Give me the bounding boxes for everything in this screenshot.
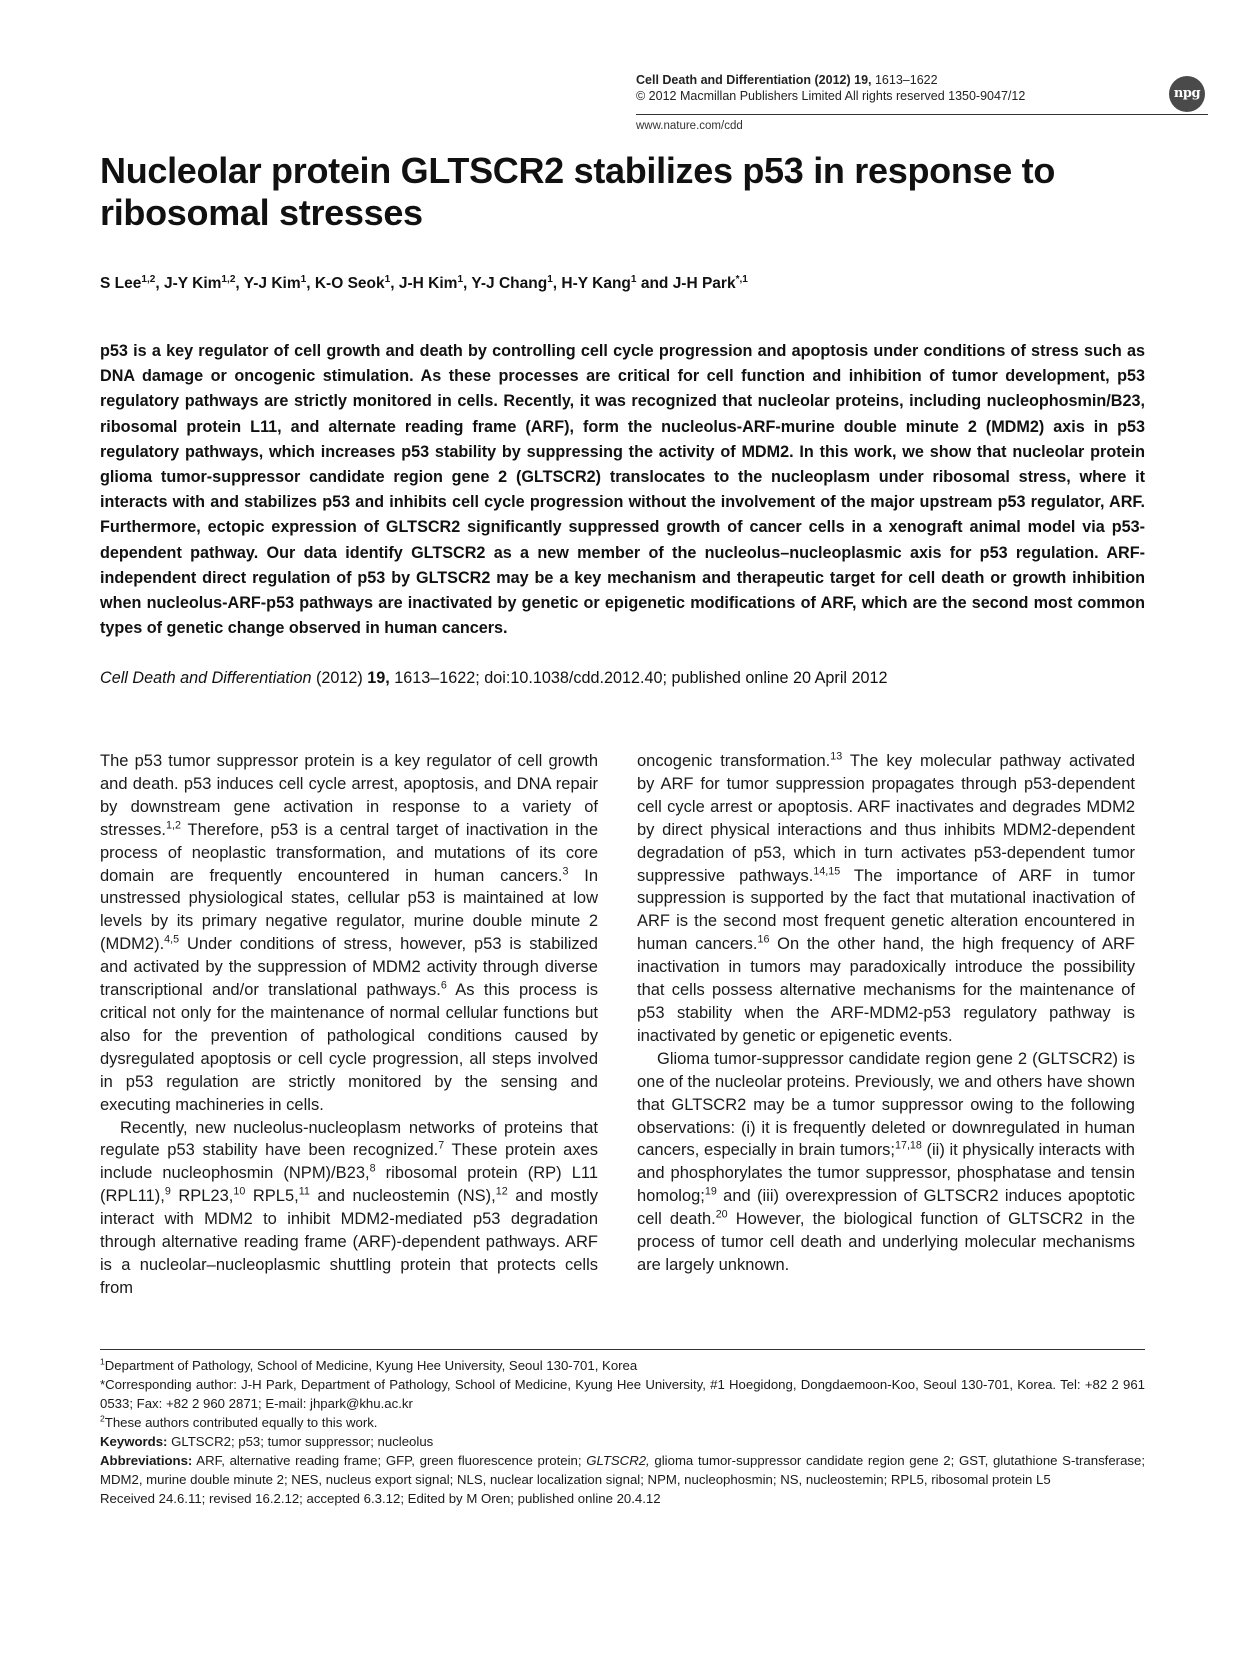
reference-citation[interactable]: 7: [438, 1139, 445, 1152]
reference-citation[interactable]: 8: [369, 1162, 376, 1175]
reference-citation[interactable]: 19: [704, 1185, 717, 1198]
affiliation-sup: 1: [100, 1356, 105, 1367]
reference-citation[interactable]: 16: [757, 933, 770, 946]
reference-citation[interactable]: 20: [715, 1208, 728, 1221]
reference-citation[interactable]: 11: [298, 1185, 310, 1198]
author-affiliation-sup: 1: [630, 273, 637, 285]
journal-header: [636, 72, 1156, 104]
keywords-text: GLTSCR2; p53; tumor suppressor; nucleolus: [171, 1434, 434, 1449]
author-affiliation-sup: 1,2: [221, 273, 236, 285]
author-affiliation-sup: 1: [457, 273, 464, 285]
reference-citation[interactable]: 4,5: [164, 933, 180, 946]
text-run: Glioma tumor-suppressor candidate region gene 2 (GLTSCR2) is one of the nucleolar proteins. Previously, we and others have shown that GLTSCR2 may be a tumor suppressor owing to the following observations: (i) it is frequently deleted or downregulated in human cancers, especially in brain tumors;: [637, 1049, 1135, 1160]
text-run: (ii) it physically interacts with and phosphorylates the tumor suppressor, phosphatase and tensin homolog;: [637, 1141, 1135, 1206]
text-run: RPL5,: [245, 1187, 299, 1206]
author-separator: and: [636, 275, 673, 292]
author-separator: ,: [552, 275, 562, 292]
text-run: and mostly interact with MDM2 to inhibit MDM2-mediated p53 degradation through alternative reading frame (ARF)-dependent pathways. ARF is a nucleolar–nucleoplasmic shuttling protein that protects cells from: [100, 1187, 599, 1297]
text-run: The key molecular pathway activated by ARF for tumor suppression propagates through p53-dependent cell cycle arrest or apoptosis. ARF inactivates and degrades MDM2 by direct physical interactions and thus inhibits MDM2-dependent degradation of p53, which in turn activates p53-dependent tumor suppressive pathways.: [637, 752, 1135, 885]
article-title: Nucleolar protein GLTSCR2 stabilizes p53 in response to ribosomal stresses: [100, 150, 1056, 233]
keywords-note: [100, 1432, 1145, 1451]
header-rule: [636, 114, 1208, 115]
reference-citation[interactable]: 12: [495, 1185, 508, 1198]
equal-sup: 2: [100, 1413, 105, 1424]
text-run: In unstressed physiological states, cellular p53 is maintained at low levels by its primary negative regulator, murine double minute 2 (MDM2).: [100, 866, 598, 954]
footnote-rule: [100, 1349, 1145, 1350]
copyright-line: © 2012 Macmillan Publishers Limited All rights reserved 1350-9047/12: [636, 89, 1026, 103]
author-separator: ,: [235, 275, 244, 292]
text-run: These protein axes include nucleophosmin (NPM)/B23,: [100, 1141, 598, 1183]
text-run: and (iii) overexpression of GLTSCR2 induces apoptotic cell death.: [637, 1187, 1135, 1229]
citation-rest: 1613–1622; doi:10.1038/cdd.2012.40; published online 20 April 2012: [394, 669, 888, 687]
citation-year: (2012): [315, 669, 363, 687]
text-run: On the other hand, the high frequency of ARF inactivation in tumors may paradoxically introduce the possibility that cells possess alternative mechanisms for the maintenance of p53 stability when the ARF-MDM2-p53 regulatory pathway is inactivated by genetic or epigenetic events.: [637, 935, 1135, 1045]
text-run: Recently, new nucleolus-nucleoplasm networks of proteins that regulate p53 stability have been recognized.: [100, 1118, 598, 1160]
author-separator: ,: [155, 275, 164, 292]
author-affiliation-sup: 1: [300, 273, 307, 285]
reference-citation[interactable]: 3: [562, 865, 569, 878]
received-note: Received 24.6.11; revised 16.2.12; accepted 6.3.12; Edited by M Oren; published online 20.4.12: [100, 1491, 661, 1506]
author-name: J-Y Kim: [163, 275, 222, 292]
reference-citation[interactable]: 9: [164, 1185, 171, 1198]
text-run: However, the biological function of GLTSCR2 in the process of tumor cell death and underlying molecular mechanisms are largely unknown.: [637, 1210, 1135, 1274]
author-separator: ,: [390, 275, 399, 292]
text-run: ribosomal protein (RP) L11 (RPL11),: [100, 1164, 598, 1206]
abstract: p53 is a key regulator of cell growth and death by controlling cell cycle progression and apoptosis under conditions of stress such as DNA damage or oncogenic stimulation. As these processes are critical for cell function and inhibition of tumor development, p53 regulatory pathways are strictly monitored in cells. Recently, it was recognized that nucleolar proteins, including nucleophosmin/B23, ribosomal protein L11, and alternate reading frame (ARF), form the nucleolus-ARF-murine double minute 2 (MDM2) axis in p53 regulatory pathways, which increases p53 stability by suppressing the activity of MDM2. In this work, we show that nucleolar protein glioma tumor-suppressor candidate region gene 2 (GLTSCR2) translocates to the nucleoplasm under ribosomal stress, where it interacts with and stabilizes p53 and inhibits cell cycle progression without the involvement of the major upstream p53 regulator, ARF. Furthermore, ectopic expression of GLTSCR2 significantly suppressed growth of cancer cells in a xenograft animal model via p53-dependent pathway. Our data identify GLTSCR2 as a new member of the nucleolus–nucleoplasmic axis for p53 regulation. ARF-independent direct regulation of p53 by GLTSCR2 may be a key mechanism and therapeutic target for cell death or growth inhibition when nucleolus-ARF-p53 pathways are inactivated by genetic or epigenetic modifications of ARF, which are the second most common types of genetic change observed in human cancers.: [100, 342, 1145, 638]
abbreviations-text-b: glioma tumor-suppressor candidate region gene 2; GST, glutathione S-transferase; MDM2, murine double minute 2; NES, nucleus export signal; NLS, nuclear localization signal; NPM, nucleophosmin; NS, nucleostemin; RPL5, ribosomal protein L5: [100, 1453, 1145, 1487]
author-separator: ,: [463, 275, 472, 292]
keywords-label: Keywords:: [100, 1434, 168, 1449]
reference-citation[interactable]: 14,15: [813, 865, 841, 878]
paragraph: [637, 750, 1135, 1048]
text-run: The p53 tumor suppressor protein is a key regulator of cell growth and death. p53 induces cell cycle arrest, apoptosis, and DNA repair by downstream gene activation in response to a variety of stresses.: [100, 752, 598, 839]
author-affiliation-sup: 1,2: [141, 273, 156, 285]
reference-citation[interactable]: 1,2: [166, 819, 181, 832]
body-column-left: [100, 750, 598, 1300]
text-run: Therefore, p53 is a central target of inactivation in the process of neoplastic transformation, and mutations of its core domain are frequently encountered in human cancers.: [100, 820, 598, 885]
journal-pages: 1613–1622: [874, 73, 938, 87]
author-name: H-Y Kang: [561, 275, 631, 292]
author-name: K-O Seok: [314, 275, 385, 292]
npg-logo-icon: npg: [1169, 76, 1205, 112]
text-run: and nucleostemin (NS),: [309, 1187, 496, 1206]
text-run: As this process is critical not only for the maintenance of normal cellular functions but also for the prevention of pathological conditions caused by dysregulated apoptosis or cell cycle progression, all steps involved in p53 regulation are strictly monitored by the sensing and executing machineries in cells.: [100, 981, 598, 1114]
reference-citation[interactable]: 17,18: [895, 1139, 922, 1152]
text-run: oncogenic transformation.: [637, 752, 831, 770]
journal-url[interactable]: www.nature.com/cdd: [636, 120, 743, 132]
abbreviations-note: [100, 1451, 1145, 1489]
author-affiliation-sup: 1: [384, 273, 391, 285]
journal-name: Cell Death and Differentiation: [636, 73, 812, 87]
author-affiliation-sup: 1: [547, 273, 553, 285]
journal-citation-line: [636, 72, 1156, 88]
abbreviations-text-a: ARF, alternative reading frame; GFP, green fluorescence protein;: [196, 1453, 582, 1468]
paragraph: [100, 1117, 598, 1300]
paragraph: [637, 1048, 1135, 1277]
author-name: J-H Park: [672, 275, 736, 292]
reference-citation[interactable]: 6: [440, 979, 447, 992]
affiliation-note: [100, 1356, 1145, 1375]
author-affiliation-sup: *,1: [735, 273, 748, 285]
text-run: The importance of ARF in tumor suppression is supported by the fact that mutational inactivation of ARF is the second most frequent genetic alteration encountered in human cancers.: [637, 866, 1135, 954]
author-name: Y-J Chang: [471, 275, 548, 292]
article-citation: [100, 669, 1145, 688]
corresponding-author-note: *Corresponding author: J-H Park, Department of Pathology, School of Medicine, Kyung Hee University, #1 Hoegidong, Dongdaemoon-Koo, Seoul 130-701, Korea. Tel: +82 2 961 0533; Fax: +82 2 960 2871; E-mail: jhpark@khu.ac.kr: [100, 1377, 1145, 1411]
footnotes: [100, 1356, 1145, 1508]
author-name: J-H Kim: [398, 275, 458, 292]
body-column-right: [637, 750, 1135, 1277]
journal-year-volume: (2012) 19,: [814, 73, 872, 87]
equal-contribution-note: [100, 1413, 1145, 1432]
text-run: Under conditions of stress, however, p53 is stabilized and activated by the suppression of MDM2 activity through diverse transcriptional and/or translational pathways.: [100, 935, 598, 1000]
author-separator: ,: [306, 275, 315, 292]
citation-journal: Cell Death and Differentiation: [100, 669, 312, 687]
affiliation-text: Department of Pathology, School of Medicine, Kyung Hee University, Seoul 130-701, Korea: [104, 1358, 638, 1373]
abbreviations-gene: GLTSCR2,: [586, 1453, 650, 1468]
author-name: Y-J Kim: [243, 275, 301, 292]
text-run: RPL23,: [170, 1187, 234, 1206]
abbreviations-label: Abbreviations:: [100, 1453, 193, 1468]
reference-citation[interactable]: 10: [233, 1185, 246, 1198]
paragraph: [100, 750, 598, 1117]
equal-text: These authors contributed equally to this work.: [104, 1415, 378, 1430]
citation-volume: 19,: [367, 669, 390, 687]
reference-citation[interactable]: 13: [830, 750, 843, 763]
author-name: S Lee: [100, 275, 142, 292]
author-list: [100, 275, 1150, 293]
